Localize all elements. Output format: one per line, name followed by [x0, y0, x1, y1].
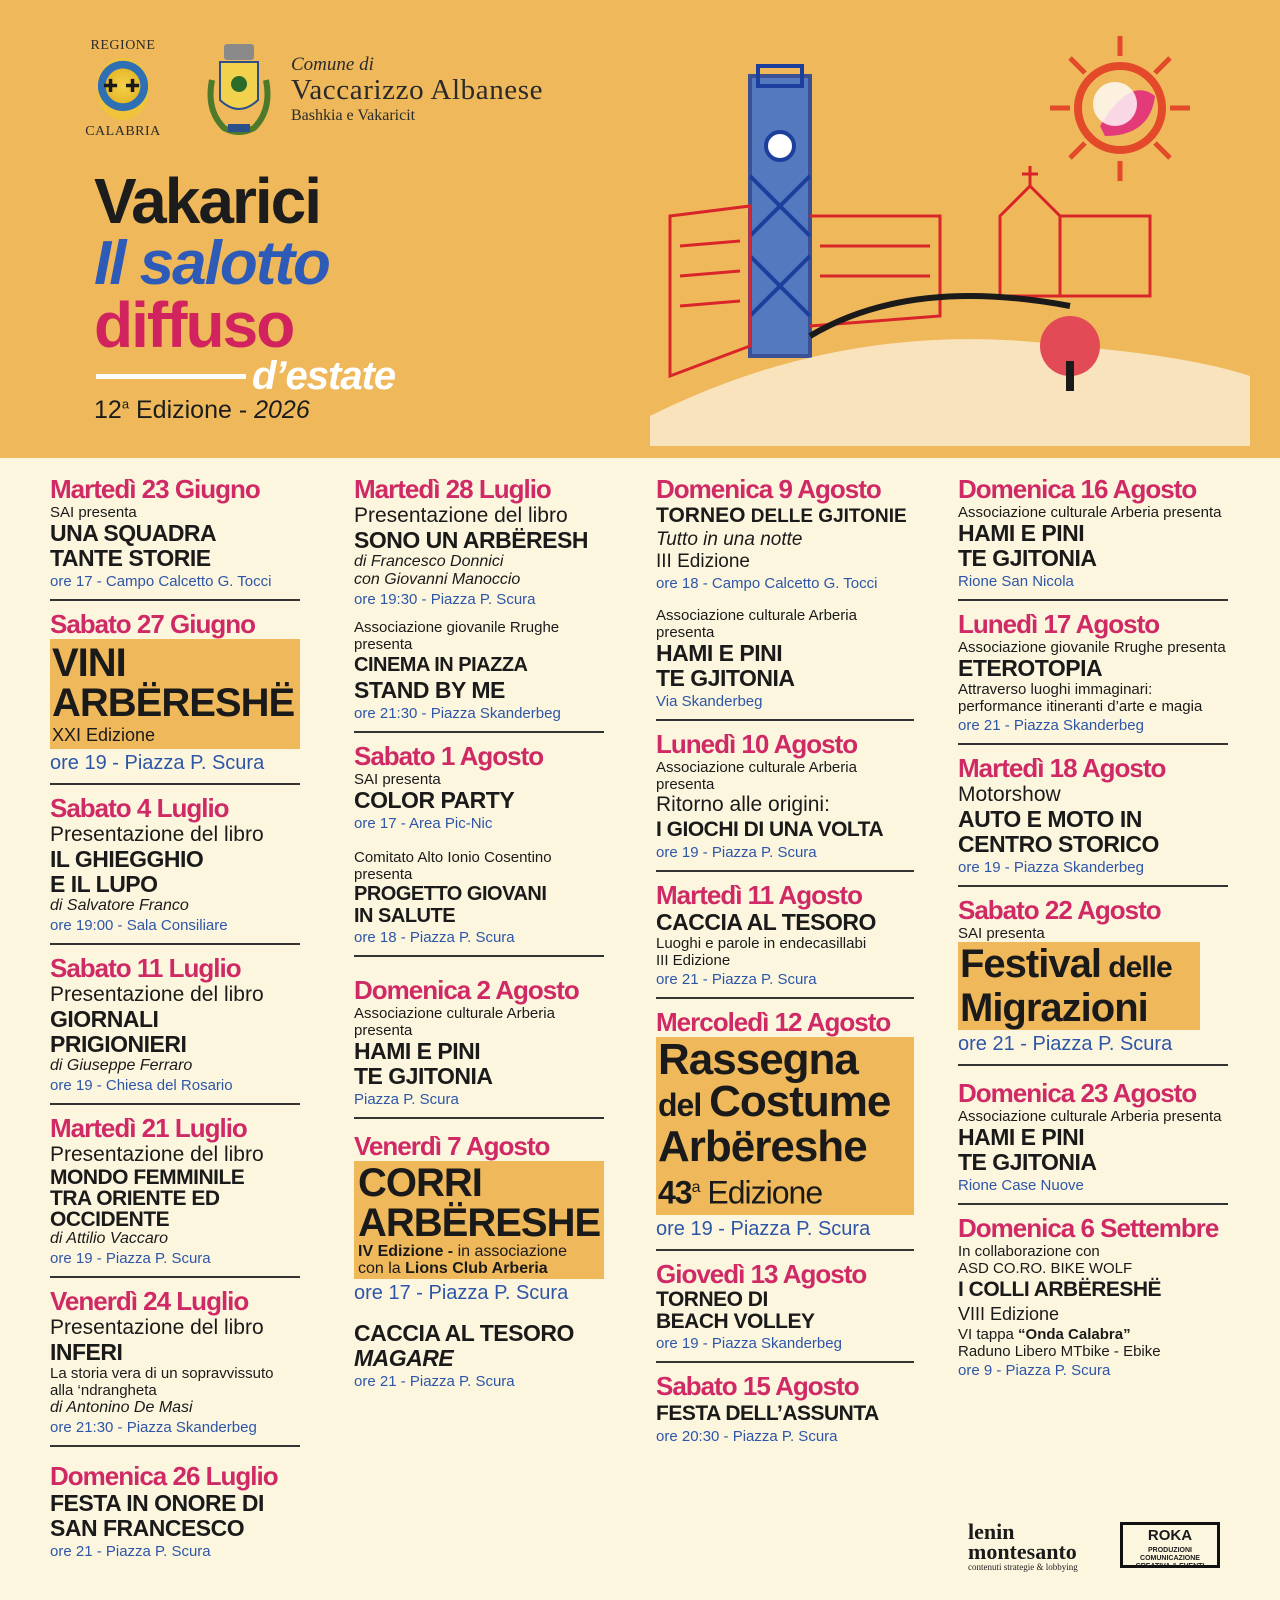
event-place: ore 21 - Piazza P. Scura — [50, 1543, 211, 1560]
event-date: Domenica 16 Agosto — [958, 474, 1197, 504]
event-place: ore 21:30 - Piazza Skanderbeg — [50, 1419, 257, 1436]
event-highlight — [354, 1161, 604, 1279]
event-26-luglio — [50, 1461, 300, 1569]
event-title: CORRI — [358, 1161, 482, 1205]
event-date: Domenica 2 Agosto — [354, 975, 579, 1005]
event-title: TE GJITONIA — [958, 1149, 1097, 1175]
event-date: Martedì 11 Agosto — [656, 880, 862, 910]
event-intro: Presentazione del libro — [50, 823, 264, 846]
event-title: UNA SQUADRA — [50, 520, 217, 546]
event-presenter: SAI presenta — [50, 504, 137, 521]
event-date: Sabato 1 Agosto — [354, 741, 544, 771]
event-presenter: Associazione culturale Arberia presenta — [656, 759, 857, 793]
event-desc: Attraverso luoghi immaginari: performance itineranti d’arte e magia — [958, 681, 1203, 715]
roka-produzioni-logo: ROKA PRODUZIONI COMUNICAZIONE CREATIVA & EVENTI — [1120, 1522, 1220, 1568]
event-presenter: Associazione culturale Arberia presenta — [354, 1005, 555, 1039]
event-title: BEACH VOLLEY — [656, 1309, 815, 1333]
event-4-luglio — [50, 793, 300, 945]
event-title: SONO UN ARBËRESH — [354, 527, 588, 553]
event-place: ore 17 - Campo Calcetto G. Tocci — [50, 573, 272, 590]
event-date: Martedì 28 Luglio — [354, 474, 551, 504]
event-intro: Presentazione del libro — [50, 1143, 264, 1166]
event-title: I GIOCHI DI UNA VOLTA — [656, 818, 884, 841]
event-title: FESTA IN ONORE DI — [50, 1490, 264, 1516]
event-title: CENTRO STORICO — [958, 831, 1159, 857]
comune-line1: Comune di — [291, 54, 374, 75]
event-22-agosto — [958, 895, 1228, 1066]
event-intro: Motorshow — [958, 783, 1061, 806]
event-date: Martedì 18 Agosto — [958, 753, 1166, 783]
event-date: Mercoledì 12 Agosto — [656, 1007, 891, 1037]
event-title: Rassegna — [658, 1035, 858, 1084]
sun-icon — [1050, 36, 1190, 181]
event-11-agosto — [656, 880, 914, 999]
event-18-agosto — [958, 753, 1228, 887]
comune-line3: Bashkia e Vakaricit — [291, 107, 416, 124]
event-date: Lunedì 17 Agosto — [958, 609, 1160, 639]
event-title: CACCIA AL TESORO — [656, 909, 876, 935]
event-title: AUTO E MOTO IN — [958, 806, 1142, 832]
event-edition: XXI Edizione — [52, 725, 156, 745]
town-illustration — [650, 16, 1270, 446]
event-place: ore 21 - Piazza P. Scura — [354, 1373, 515, 1390]
event-7-agosto — [354, 1131, 604, 1399]
event-title: HAMI E PINI — [354, 1038, 481, 1064]
comune-crest-icon — [204, 40, 274, 136]
event-title: FESTA DELL’ASSUNTA — [656, 1401, 879, 1425]
event-date: Sabato 15 Agosto — [656, 1370, 859, 1401]
event-place: ore 19:00 - Sala Consiliare — [50, 917, 228, 934]
event-date: Martedì 21 Luglio — [50, 1113, 247, 1143]
event-title: PROGETTO GIOVANI — [354, 883, 547, 905]
event-intro: Presentazione del libro — [354, 504, 568, 527]
event-1-agosto — [354, 741, 604, 957]
event-title: TE GJITONIA — [656, 665, 795, 691]
event-date: Sabato 27 Giugno — [50, 609, 256, 639]
event-date: Giovedì 13 Agosto — [656, 1258, 867, 1289]
comune-line2: Vaccarizzo Albanese — [291, 74, 544, 106]
header-banner — [0, 0, 1280, 458]
poster-title — [94, 165, 396, 425]
event-title: TORNEO DELLE GJITONIE — [656, 504, 907, 527]
event-date: Domenica 6 Settembre — [958, 1213, 1219, 1243]
event-title: PRIGIONIERI — [50, 1031, 187, 1057]
event-presenter: Associazione culturale Arberia presenta — [656, 607, 857, 641]
event-place: ore 19:30 - Piazza P. Scura — [354, 591, 536, 608]
event-title: TE GJITONIA — [354, 1063, 493, 1089]
event-place: ore 19 - Piazza P. Scura — [656, 1217, 871, 1240]
column-1 — [50, 474, 300, 1577]
event-date: Sabato 4 Luglio — [50, 793, 229, 823]
event-title: Festival delle — [960, 942, 1172, 986]
event-place: ore 21 - Piazza P. Scura — [958, 1033, 1173, 1055]
event-place: ore 21 - Piazza Skanderbeg — [958, 717, 1144, 734]
title-underline — [96, 374, 246, 379]
event-16-agosto — [958, 474, 1228, 601]
event-title: ARBËRESHË — [52, 681, 295, 725]
event-place: ore 19 - Piazza P. Scura — [50, 1250, 211, 1267]
event-presenter: SAI presenta — [354, 771, 441, 788]
event-place: ore 19 - Chiesa del Rosario — [50, 1077, 233, 1094]
event-9-agosto — [656, 474, 914, 721]
event-place: ore 19 - Piazza Skanderbeg — [958, 859, 1144, 876]
event-intro: Ritorno alle origini: — [656, 793, 830, 816]
event-intro: Presentazione del libro — [50, 983, 264, 1006]
event-desc: La storia vera di un sopravvissuto alla ‘ndrangheta — [50, 1365, 274, 1399]
event-author: di Francesco Donnici — [354, 553, 504, 570]
event-17-agosto — [958, 609, 1228, 745]
bell-tower — [750, 66, 810, 356]
event-title: SAN FRANCESCO — [50, 1515, 245, 1541]
event-place: ore 21:30 - Piazza Skanderbeg — [354, 705, 561, 722]
event-author: di Giuseppe Ferraro — [50, 1057, 193, 1074]
event-23-agosto — [958, 1078, 1228, 1205]
event-date: Sabato 22 Agosto — [958, 895, 1161, 925]
event-place: ore 9 - Piazza P. Scura — [958, 1362, 1111, 1379]
event-title: Arbëreshe — [658, 1122, 867, 1171]
event-title: VINI — [52, 641, 126, 685]
event-2-agosto — [354, 975, 604, 1119]
event-edition: III Edizione — [656, 952, 731, 969]
event-date: Martedì 23 Giugno — [50, 474, 260, 504]
event-title: Migrazioni — [960, 986, 1148, 1030]
event-place: Via Skanderbeg — [656, 693, 763, 710]
event-place: ore 17 - Area Pic-Nic — [354, 815, 493, 832]
column-3 — [656, 474, 914, 1462]
event-author: di Salvatore Franco — [50, 897, 189, 914]
event-date: Domenica 9 Agosto — [656, 474, 881, 504]
title-line2: Il salotto — [94, 229, 329, 298]
event-place: ore 19 - Piazza Skanderbeg — [656, 1334, 842, 1352]
event-presenter: Associazione culturale Arberia presenta — [958, 1108, 1222, 1125]
column-4 — [958, 474, 1228, 1396]
event-intro: Presentazione del libro — [50, 1316, 264, 1339]
event-title: MAGARE — [354, 1345, 454, 1371]
event-28-luglio — [354, 474, 604, 733]
event-title: MONDO FEMMINILE — [50, 1166, 245, 1189]
event-title: ETEROTOPIA — [958, 655, 1103, 681]
event-title: I COLLI ARBËRESHË — [958, 1278, 1162, 1301]
calabria-label: CALABRIA — [85, 124, 161, 139]
event-presenter: Associazione giovanile Rrughe presenta — [958, 639, 1226, 656]
event-date: Domenica 26 Luglio — [50, 1461, 278, 1491]
event-6-settembre — [958, 1213, 1228, 1388]
event-title: TE GJITONIA — [958, 545, 1097, 571]
event-27-giugno — [50, 609, 300, 785]
event-edition: 43$^a$ Edizione — [658, 1174, 823, 1211]
event-21-luglio — [50, 1113, 300, 1278]
event-place: ore 20:30 - Piazza P. Scura — [656, 1427, 838, 1445]
event-presenter: Comitato Alto Ionio Cosentino presenta — [354, 849, 552, 883]
event-12-agosto — [656, 1007, 914, 1251]
event-title: IN SALUTE — [354, 905, 456, 927]
event-place: ore 18 - Campo Calcetto G. Tocci — [656, 575, 878, 592]
event-place: ore 18 - Piazza P. Scura — [354, 929, 515, 946]
edition-line: 12$^a$ Edizione - 2026 — [94, 396, 310, 424]
event-place: Piazza P. Scura — [354, 1091, 459, 1108]
event-presenter: ASD CO.RO. BIKE WOLF — [958, 1260, 1133, 1277]
event-subtitle: Tutto in una notte — [656, 529, 803, 550]
event-13-agosto — [656, 1259, 914, 1363]
event-title: STAND BY ME — [354, 677, 505, 703]
event-title: IL GHIEGGHIO — [50, 846, 204, 872]
event-highlight — [958, 942, 1200, 1030]
event-author: di Attilio Vaccaro — [50, 1230, 168, 1247]
event-author: di Antonino De Masi — [50, 1399, 193, 1416]
event-10-agosto — [656, 729, 914, 872]
event-title: INFERI — [50, 1339, 123, 1365]
event-edition-partner: con la Lions Club Arberia — [358, 1260, 548, 1277]
event-desc: Raduno Libero MTbike - Ebike — [958, 1343, 1161, 1360]
event-edition: VIII Edizione — [958, 1304, 1060, 1324]
comune-name — [291, 54, 543, 125]
lenin-montesanto-logo: lenin montesanto contenuti strategie & lobbying — [968, 1519, 1078, 1572]
event-highlight — [50, 639, 300, 749]
event-title: del Costume — [658, 1077, 891, 1126]
event-date: Domenica 23 Agosto — [958, 1078, 1197, 1108]
title-line3: diffuso — [94, 289, 294, 361]
event-15-agosto — [656, 1371, 914, 1454]
event-presenter: Associazione culturale Arberia presenta — [958, 504, 1222, 521]
event-edition: IV Edizione - in associazione — [358, 1243, 567, 1260]
calabria-crest-icon: ✚ ✚ — [97, 58, 149, 120]
event-title: GIORNALI — [50, 1006, 159, 1032]
event-title: HAMI E PINI — [656, 640, 783, 666]
event-place: ore 19 - Piazza P. Scura — [50, 752, 265, 774]
event-date: Lunedì 10 Agosto — [656, 729, 858, 759]
title-line4: d’estate — [252, 354, 396, 398]
event-title: COLOR PARTY — [354, 787, 515, 813]
event-place: Rione Case Nuove — [958, 1177, 1084, 1194]
event-desc: VI tappa “Onda Calabra” — [958, 1326, 1131, 1343]
event-title: CACCIA AL TESORO — [354, 1320, 574, 1346]
event-desc: Luoghi e parole in endecasillabi — [656, 935, 867, 952]
event-author: con Giovanni Manoccio — [354, 571, 521, 588]
event-24-luglio — [50, 1286, 300, 1447]
regione-label: REGIONE — [90, 38, 156, 53]
event-date: Venerdì 7 Agosto — [354, 1131, 550, 1161]
event-place: ore 21 - Piazza P. Scura — [656, 971, 817, 988]
column-2 — [354, 474, 604, 1407]
event-title: TRA ORIENTE ED — [50, 1187, 220, 1210]
event-title: CINEMA IN PIAZZA — [354, 654, 528, 676]
title-line1: Vakarici — [94, 165, 320, 237]
event-11-luglio — [50, 953, 300, 1105]
event-edition: III Edizione — [656, 551, 750, 572]
event-title: HAMI E PINI — [958, 1124, 1085, 1150]
event-place: ore 19 - Piazza P. Scura — [656, 844, 817, 861]
event-date: Venerdì 24 Luglio — [50, 1286, 249, 1316]
event-title: OCCIDENTE — [50, 1208, 170, 1231]
event-date: Sabato 11 Luglio — [50, 953, 241, 983]
event-place: Rione San Nicola — [958, 573, 1074, 590]
event-title: TANTE STORIE — [50, 545, 211, 571]
event-place: ore 17 - Piazza P. Scura — [354, 1282, 569, 1304]
event-highlight — [656, 1037, 914, 1215]
event-title: HAMI E PINI — [958, 520, 1085, 546]
event-23-giugno — [50, 474, 300, 601]
event-title: E IL LUPO — [50, 871, 158, 897]
regione-calabria-logo — [80, 38, 166, 140]
event-presenter: In collaborazione con — [958, 1243, 1100, 1260]
event-presenter: Associazione giovanile Rrughe presenta — [354, 619, 560, 653]
event-title: ARBËRESHE — [358, 1201, 601, 1245]
event-title: TORNEO DI — [656, 1287, 768, 1311]
event-presenter: SAI presenta — [958, 925, 1045, 942]
